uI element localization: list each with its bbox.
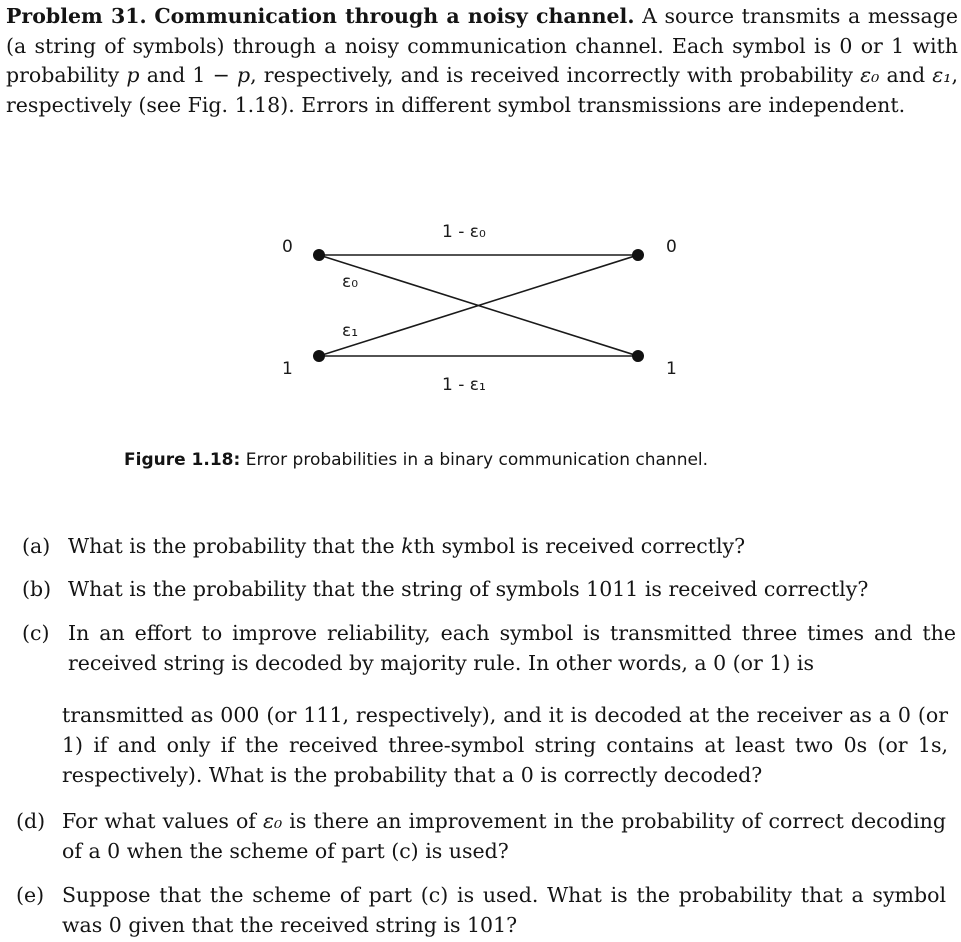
channel-diagram [270,212,690,412]
problem-title: Communication through a noisy channel. [154,4,635,28]
question-a-text-2: th symbol is received correctly? [413,534,746,558]
question-c-label: (c) [22,621,50,645]
intro-text-3: , respectively, and is received incorrectly with probability [250,63,861,87]
node-right-1 [632,350,644,362]
question-d [16,806,946,866]
intro-text-5: , respectively (see Fig. 1.18). Errors in different symbol transmissions are independent. [6,63,958,117]
question-b [22,574,952,604]
question-b-label: (b) [22,577,52,601]
label-one-minus-eps1: 1 - ε₁ [442,375,486,395]
var-k: k [401,534,414,558]
question-b-text: What is the probability that the string of symbols 1011 is received correctly? [68,577,869,601]
question-c [22,618,956,678]
node-left-1 [313,350,325,362]
caption-number: Figure 1.18: [124,450,241,470]
problem-heading: Problem 31. [6,4,147,28]
var-p-2: p [236,63,251,87]
epsilon-0: ε₀ [860,63,880,87]
question-e [16,880,946,940]
label-eps1: ε₁ [342,321,359,341]
question-a-label: (a) [22,534,51,558]
question-e-label: (e) [16,883,45,907]
var-p: p [126,63,140,87]
question-a-text-1: What is the probability that the [68,534,402,558]
question-c-continuation: transmitted as 000 (or 111, respectively), and it is decoded at the receiver as a 0 (or 1) if and only if the received three-symbol string contains at least two 0s (or 1s, respectively). What is the probability that a 0 is correctly decoded? [62,703,948,787]
intro-text-4: and [879,63,933,87]
figure-caption [124,450,708,470]
epsilon-0-d: ε₀ [262,809,283,833]
question-e-text: Suppose that the scheme of part (c) is used. What is the probability that a symbol was 0 given that the received string is 101? [62,883,946,937]
epsilon-1: ε₁ [932,63,952,87]
label-left-0: 0 [282,237,293,257]
question-d-label: (d) [16,809,46,833]
intro-text-2: and 1 − [139,63,237,87]
label-left-1: 1 [282,359,293,379]
question-a [22,531,952,561]
problem-intro [6,2,958,120]
node-right-0 [632,249,644,261]
label-right-1: 1 [666,359,677,379]
label-right-0: 0 [666,237,677,257]
intro-text-1: A source transmits a message (a string of symbols) through a noisy communication channel. Each symbol is 0 or 1 with probability [6,4,958,87]
label-eps0: ε₀ [342,272,359,292]
question-c-text: In an effort to improve reliability, each symbol is transmitted three times and the received string is decoded by majority rule. In other words, a 0 (or 1) is [68,621,956,675]
question-d-text-2: is there an improvement in the probability of correct decoding of a 0 when the scheme of part (c) is used? [62,809,946,863]
question-d-text-1: For what values of [62,809,263,833]
label-one-minus-eps0: 1 - ε₀ [442,222,486,242]
node-left-0 [313,249,325,261]
caption-text: Error probabilities in a binary communication channel. [240,450,709,470]
